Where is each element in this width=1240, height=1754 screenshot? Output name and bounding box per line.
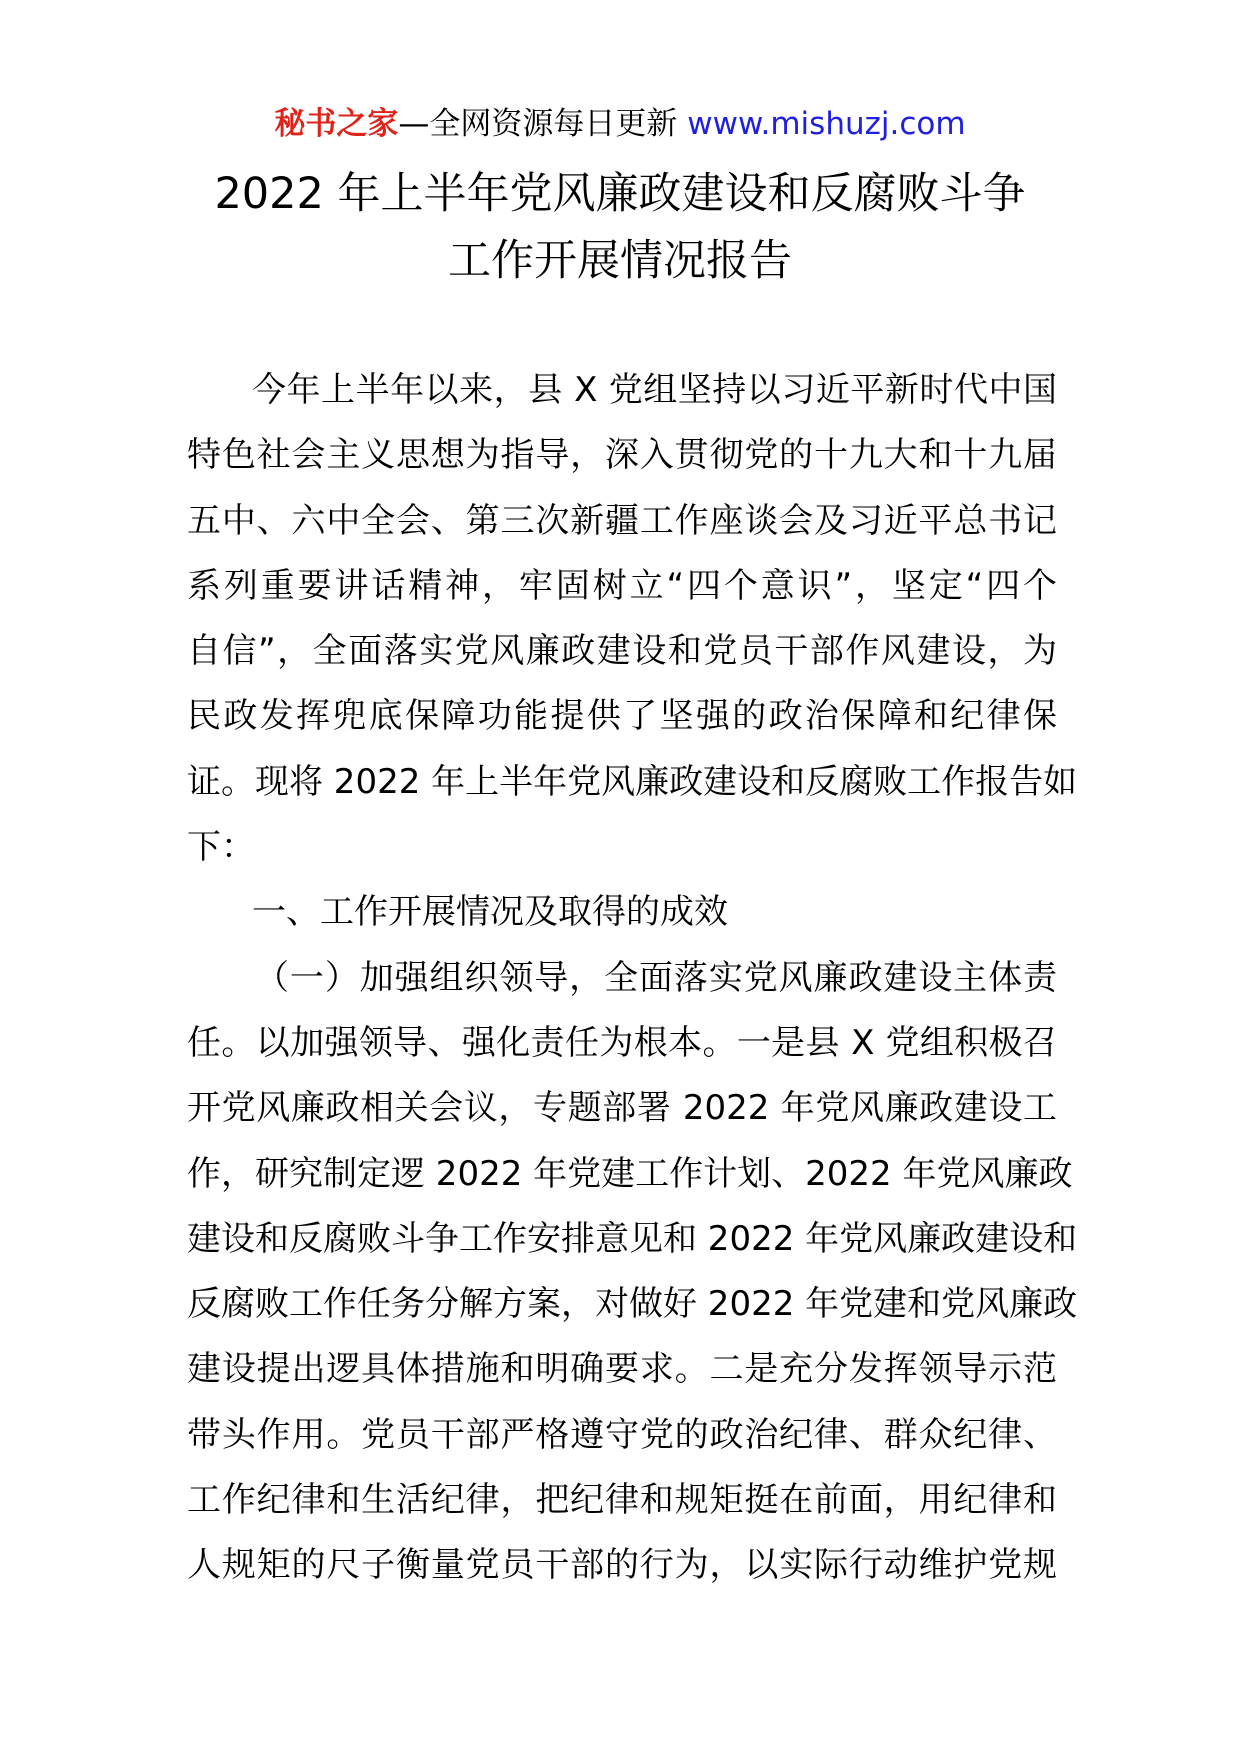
banner-brand: 秘书之家: [274, 106, 399, 142]
paragraph-line: 下：: [187, 827, 255, 868]
document-title-line-1: 2022 年上半年党风廉政建设和反腐败斗争: [214, 169, 1026, 219]
document-body: [187, 358, 1078, 1599]
document-title-line-2: 工作开展情况报告: [448, 236, 792, 286]
paragraph-line: 任。以加强领导、强化责任为根本。一是县 X 党组积极召: [187, 1022, 1057, 1063]
paragraph-line: 特色社会主义思想为指导，深入贯彻党的十九大和十九届: [187, 435, 1057, 476]
banner-url[interactable]: www.mishuzj.com: [687, 106, 966, 142]
paragraph-line: 工作纪律和生活纪律，把纪律和规矩挺在前面，用纪律和: [187, 1480, 1057, 1521]
paragraph-line: 今年上半年以来，县 X 党组坚持以习近平新时代中国: [252, 370, 1057, 410]
paragraph-line: 五中、六中全会、第三次新疆工作座谈会及习近平总书记: [187, 500, 1057, 541]
paragraph-line: 民政发挥兜底保障功能提供了坚强的政治保障和纪律保: [187, 696, 1057, 737]
paragraph-line: 自信”，全面落实党风廉政建设和党员干部作风建设，为: [187, 631, 1057, 672]
subsection-heading-line: （一）加强组织领导，全面落实党风廉政建设主体责: [255, 957, 1057, 998]
paragraph-line: 建设和反腐败斗争工作安排意见和 2022 年党风廉政建设和: [187, 1218, 1078, 1259]
banner-slogan: —全网资源每日更新: [398, 106, 688, 142]
paragraph-line: 系列重要讲话精神，牢固树立“四个意识”，坚定“四个: [187, 565, 1057, 606]
site-banner: [0, 98, 1240, 150]
paragraph-line: 反腐败工作任务分解方案，对做好 2022 年党建和党风廉政: [187, 1284, 1078, 1325]
paragraph-line: 作，研究制定逻 2022 年党建工作计划、2022 年党风廉政: [187, 1153, 1073, 1194]
paragraph-line: 证。现将 2022 年上半年党风廉政建设和反腐败工作报告如: [187, 761, 1078, 802]
paragraph-line: 人规矩的尺子衡量党员干部的行为，以实际行动维护党规: [187, 1545, 1057, 1586]
paragraph-line: 带头作用。党员干部严格遵守党的政治纪律、群众纪律、: [187, 1414, 1057, 1455]
paragraph-line: 开党风廉政相关会议，专题部署 2022 年党风廉政建设工: [187, 1088, 1057, 1129]
paragraph-line: 建设提出逻具体措施和明确要求。二是充分发挥领导示范: [187, 1349, 1057, 1390]
section-heading: 一、工作开展情况及取得的成效: [252, 892, 728, 933]
